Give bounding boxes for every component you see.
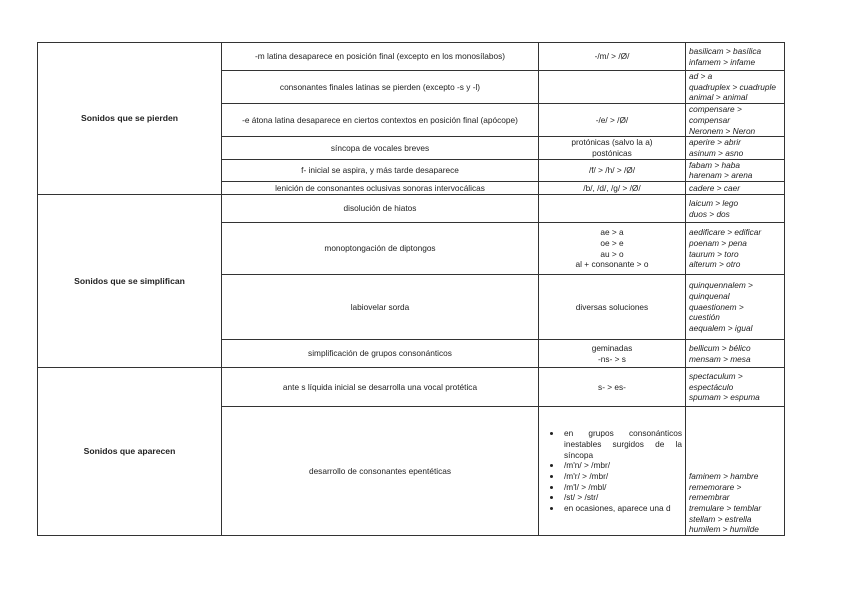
change-description: -e átona latina desaparece en ciertos contextos en posición final (apócope): [222, 104, 539, 137]
example-line: mensam > mesa: [689, 353, 751, 364]
result-bullet-item: • /st/ > /str/: [562, 492, 682, 503]
result-line: ae > a: [600, 227, 624, 238]
result-line: /f/ > /h/ > /Ø/: [588, 164, 636, 175]
example-line: ad > a: [689, 71, 713, 81]
change-description: ante s líquida inicial se desarrolla una vocal protética: [222, 368, 539, 407]
result-line: au > o: [600, 248, 624, 259]
example-line: basilicam > basílica: [689, 45, 762, 56]
result-line: geminadas: [591, 342, 633, 353]
example-line: tremulare > temblar: [689, 502, 762, 513]
examples-cell: [686, 159, 785, 181]
examples-cell: [686, 223, 785, 275]
change-result: [539, 159, 686, 181]
change-description: f- inicial se aspira, y más tarde desaparece: [222, 159, 539, 181]
result-line: -ns- > s: [598, 353, 626, 364]
change-description: simplificación de grupos consonánticos: [222, 340, 539, 368]
result-line: -/m/ > /Ø/: [594, 51, 630, 62]
result-bullet-item: • en ocasiones, aparece una d: [562, 503, 682, 514]
examples-cell: [686, 195, 785, 223]
example-line: compensare >: [689, 104, 742, 115]
result-line: diversas soluciones: [575, 301, 649, 312]
example-line: cuestión: [689, 312, 720, 323]
result-bullet-item: • /m'l/ > /mbl/: [562, 482, 682, 493]
examples-cell: [686, 137, 785, 159]
change-result: [539, 223, 686, 275]
example-line: bellicum > bélico: [689, 342, 751, 353]
example-line: taurum > toro: [689, 248, 739, 259]
example-line: aedificare > edificar: [689, 227, 762, 238]
change-description: síncopa de vocales breves: [222, 137, 539, 159]
examples-cell: [686, 340, 785, 368]
table-row: [38, 195, 785, 223]
change-description: consonantes finales latinas se pierden (excepto -s y -l): [222, 71, 539, 104]
example-line: quaestionem >: [689, 301, 744, 312]
change-description: lenición de consonantes oclusivas sonoras intervocálicas: [222, 182, 539, 195]
example-line: alterum > otro: [689, 259, 741, 270]
example-line: espectáculo: [689, 381, 734, 392]
example-line: humilem > humilde: [689, 524, 759, 535]
table-body: [38, 43, 785, 536]
table-row: [38, 43, 785, 71]
example-line: fabam > haba: [689, 159, 740, 170]
example-line: quinquennalem >: [689, 280, 753, 291]
example-line: stellam > estrella: [689, 513, 752, 524]
examples-cell: [686, 182, 785, 195]
example-line: rememorare >: [689, 481, 742, 492]
examples-cell: [686, 104, 785, 137]
change-description: labiovelar sorda: [222, 275, 539, 340]
table-row: [38, 368, 785, 407]
example-line: harenam > arena: [689, 170, 753, 181]
change-description: -m latina desaparece en posición final (excepto en los monosílabos): [222, 43, 539, 71]
change-result: [539, 275, 686, 340]
result-line: protónicas (salvo la a): [571, 137, 653, 148]
result-bullet-list: [542, 428, 682, 514]
examples-cell: [686, 368, 785, 407]
change-result: [539, 137, 686, 159]
example-line: aperire > abrir: [689, 137, 741, 148]
change-description: disolución de hiatos: [222, 195, 539, 223]
example-line: faminem > hambre: [689, 470, 759, 481]
example-line: aequalem > igual: [689, 323, 753, 334]
example-line: infamem > infame: [689, 56, 756, 67]
example-line: animal > animal: [689, 92, 748, 103]
change-result: [539, 340, 686, 368]
example-line: spumam > espuma: [689, 392, 760, 403]
example-line: quadruplex > cuadruple: [689, 81, 776, 92]
result-line: -/e/ > /Ø/: [595, 114, 629, 125]
example-line: poenam > pena: [689, 237, 747, 248]
example-line: duos > dos: [689, 208, 730, 219]
change-result: [539, 104, 686, 137]
change-result: [539, 182, 686, 195]
example-line: remembrar: [689, 492, 730, 503]
example-line: quinquenal: [689, 290, 730, 301]
example-line: Neronem > Neron: [689, 125, 756, 136]
result-line: postónicas: [592, 147, 632, 158]
change-result: [539, 407, 686, 536]
example-line: spectaculum >: [689, 370, 743, 381]
result-bullet-item: • /m'r/ > /mbr/: [562, 471, 682, 482]
change-result: [539, 368, 686, 407]
examples-cell: [686, 43, 785, 71]
change-result: [539, 195, 686, 223]
group-label: Sonidos que se pierden: [38, 43, 222, 195]
result-bullet-item: • /m'n/ > /mbr/: [562, 460, 682, 471]
result-line: s- > es-: [598, 381, 626, 392]
phonetic-changes-table: [37, 42, 785, 536]
examples-cell: [686, 275, 785, 340]
example-line: asinum > asno: [689, 147, 744, 158]
examples-cell: [686, 407, 785, 536]
group-label: Sonidos que se simplifican: [38, 195, 222, 368]
change-description: monoptongación de diptongos: [222, 223, 539, 275]
example-line: cadere > caer: [689, 182, 740, 193]
result-line: oe > e: [600, 237, 624, 248]
example-line: compensar: [689, 114, 731, 125]
result-line: /b/, /d/, /g/ > /Ø/: [583, 182, 641, 193]
change-result: [539, 43, 686, 71]
example-line: laicum > lego: [689, 197, 739, 208]
change-description: desarrollo de consonantes epentéticas: [222, 407, 539, 536]
result-bullet-item: • en grupos consonánticos inestables surgidos de la síncopa: [562, 428, 682, 460]
group-label: Sonidos que aparecen: [38, 368, 222, 536]
change-result: [539, 71, 686, 104]
examples-cell: [686, 71, 785, 104]
result-line: al + consonante > o: [575, 259, 649, 270]
